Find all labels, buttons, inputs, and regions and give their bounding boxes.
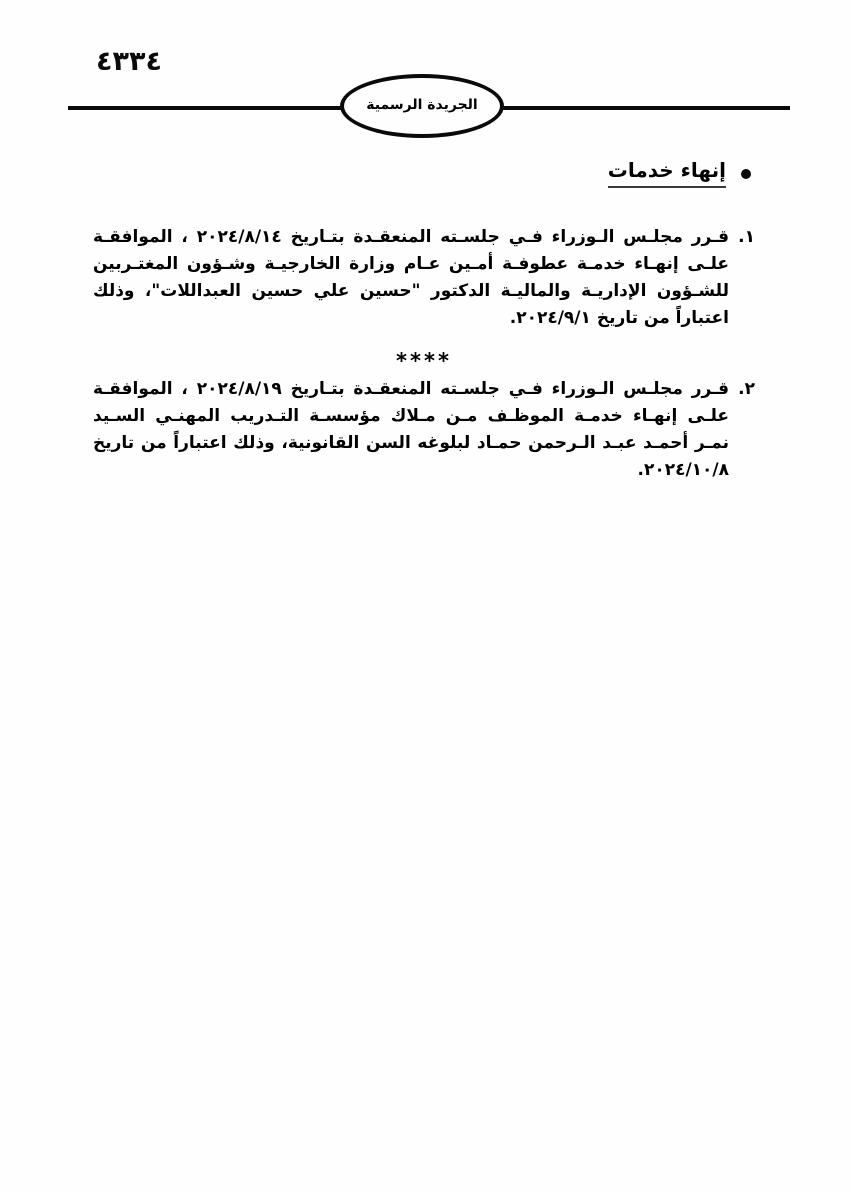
bullet-icon [741, 169, 751, 179]
section-heading [93, 158, 751, 188]
section-title: إنهاء خدمات [608, 158, 726, 188]
decision-text: قـرر مجلـس الـوزراء فـي جلسـته المنعقـدة بتـاريخ ٢٠٢٤/٨/١٩ ، الموافقـة علـى إنهـاء خدمـة الموظـف مـن مـلاك مؤسسـة التـدريب المهنـي السـيد نمـر أحمـد عبـد الـرحمن حمـاد لبلوغه السن القانونية، وذلك اعتباراً من تاريخ ٢٠٢٤/١٠/٨. [93, 379, 729, 480]
gazette-title: الجريدة الرسمية [366, 97, 478, 113]
decision-item-2 [93, 376, 755, 484]
gazette-seal-ellipse [340, 74, 504, 138]
decision-number: ١. [738, 227, 755, 247]
decision-text: قـرر مجلـس الـوزراء فـي جلسـته المنعقـدة بتـاريخ ٢٠٢٤/٨/١٤ ، الموافقـة علـى إنهـاء خدمـة عطوفـة أمـين عـام وزارة الخارجيـة وشـؤون المغتـربين للشـؤون الإداريـة والماليـة الدكتور "حسين علي حسين العبداللات"، وذلك اعتباراً من تاريخ ٢٠٢٤/٩/١. [93, 227, 729, 328]
page-content [93, 158, 755, 484]
stars-separator: **** [396, 349, 452, 373]
decision-item-1 [93, 224, 755, 332]
decision-number: ٢. [738, 379, 755, 399]
page-number: ٤٣٣٤ [96, 46, 162, 77]
